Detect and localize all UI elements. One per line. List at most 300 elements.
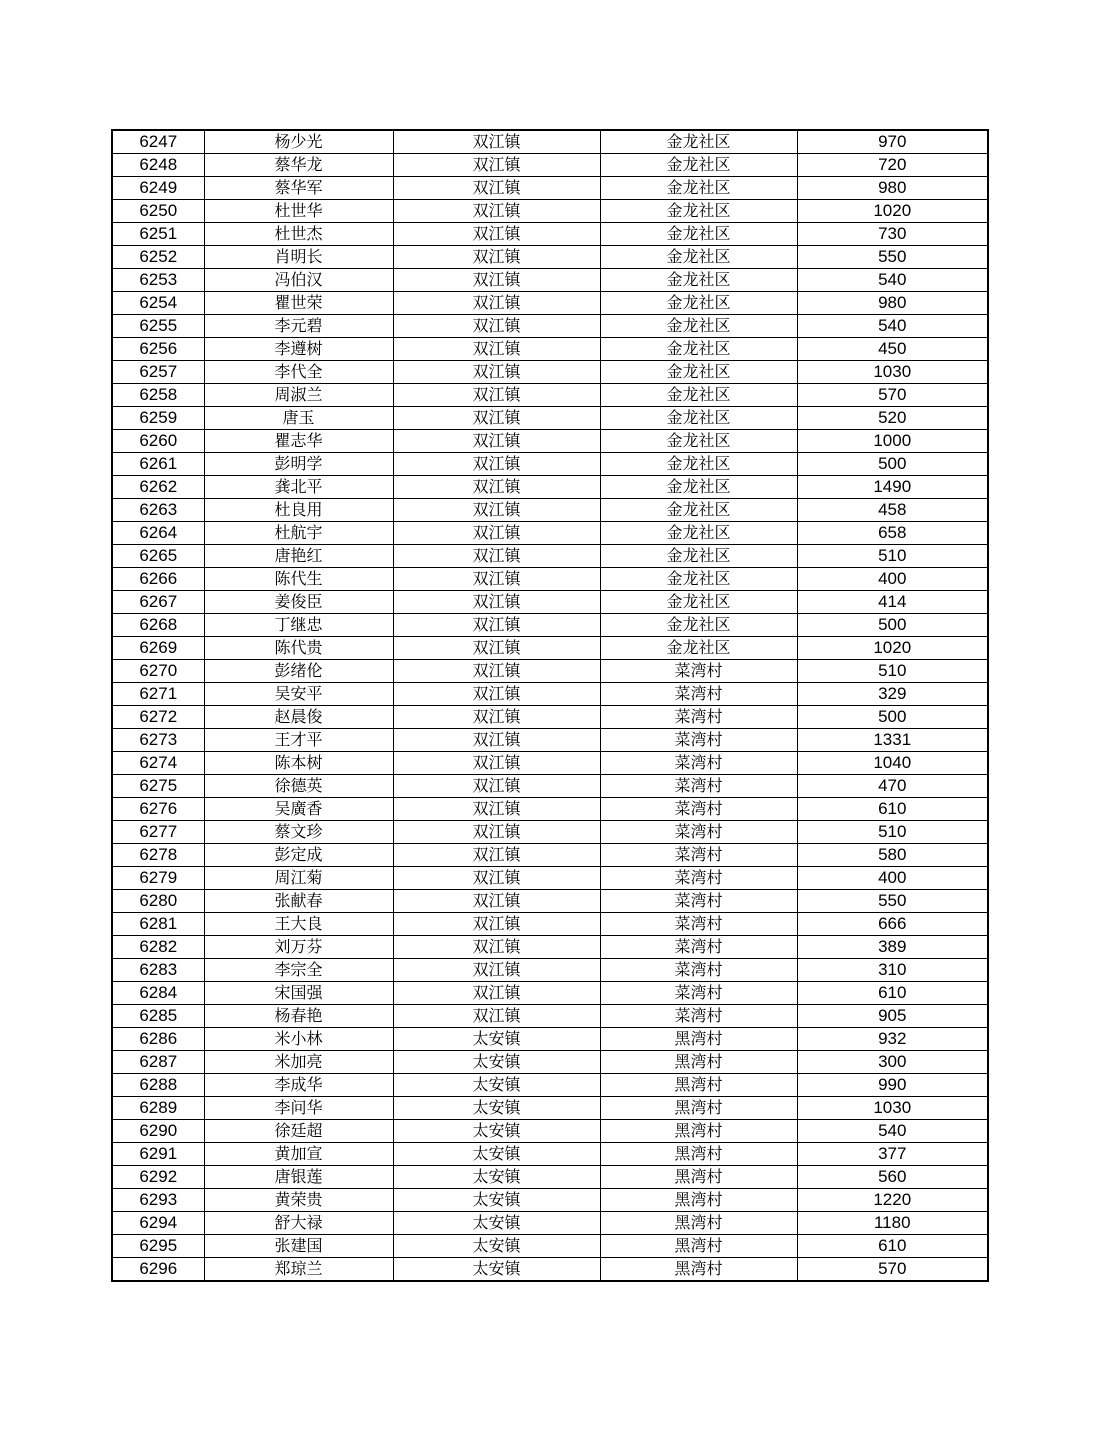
table-row [112, 1051, 988, 1074]
table-row [112, 499, 988, 522]
cell-amount: 500 [797, 453, 988, 476]
cell-amount: 970 [797, 130, 988, 154]
cell-amount: 1000 [797, 430, 988, 453]
cell-village: 金龙社区 [600, 246, 797, 269]
cell-id: 6250 [112, 200, 204, 223]
cell-village: 黑湾村 [600, 1235, 797, 1258]
cell-id: 6264 [112, 522, 204, 545]
cell-village: 菜湾村 [600, 821, 797, 844]
cell-name: 蔡文珍 [204, 821, 393, 844]
cell-town: 双江镇 [393, 568, 600, 591]
cell-id: 6271 [112, 683, 204, 706]
cell-village: 金龙社区 [600, 430, 797, 453]
cell-amount: 510 [797, 821, 988, 844]
cell-village: 金龙社区 [600, 407, 797, 430]
cell-village: 菜湾村 [600, 798, 797, 821]
table-row [112, 637, 988, 660]
cell-village: 菜湾村 [600, 752, 797, 775]
cell-village: 菜湾村 [600, 913, 797, 936]
table-row [112, 1097, 988, 1120]
cell-name: 陈本树 [204, 752, 393, 775]
cell-village: 菜湾村 [600, 982, 797, 1005]
cell-id: 6257 [112, 361, 204, 384]
cell-town: 双江镇 [393, 499, 600, 522]
cell-town: 双江镇 [393, 545, 600, 568]
cell-town: 双江镇 [393, 453, 600, 476]
cell-amount: 300 [797, 1051, 988, 1074]
cell-town: 双江镇 [393, 154, 600, 177]
cell-amount: 570 [797, 384, 988, 407]
cell-village: 黑湾村 [600, 1074, 797, 1097]
table-row [112, 130, 988, 154]
table-row [112, 269, 988, 292]
cell-id: 6285 [112, 1005, 204, 1028]
cell-name: 郑琼兰 [204, 1258, 393, 1282]
cell-village: 金龙社区 [600, 499, 797, 522]
cell-village: 黑湾村 [600, 1212, 797, 1235]
cell-village: 金龙社区 [600, 568, 797, 591]
cell-id: 6279 [112, 867, 204, 890]
cell-amount: 500 [797, 706, 988, 729]
cell-town: 太安镇 [393, 1212, 600, 1235]
cell-amount: 550 [797, 890, 988, 913]
cell-town: 双江镇 [393, 384, 600, 407]
table-body [112, 130, 988, 1281]
cell-name: 杨春艳 [204, 1005, 393, 1028]
cell-town: 双江镇 [393, 177, 600, 200]
cell-name: 唐银莲 [204, 1166, 393, 1189]
cell-amount: 540 [797, 315, 988, 338]
table-row [112, 1143, 988, 1166]
cell-id: 6280 [112, 890, 204, 913]
cell-name: 冯伯汉 [204, 269, 393, 292]
cell-id: 6296 [112, 1258, 204, 1282]
table-row [112, 315, 988, 338]
cell-name: 宋国强 [204, 982, 393, 1005]
table-row [112, 729, 988, 752]
cell-amount: 540 [797, 269, 988, 292]
cell-town: 双江镇 [393, 982, 600, 1005]
cell-name: 龚北平 [204, 476, 393, 499]
cell-amount: 1020 [797, 637, 988, 660]
table-row [112, 154, 988, 177]
cell-amount: 720 [797, 154, 988, 177]
cell-id: 6273 [112, 729, 204, 752]
cell-name: 赵晨俊 [204, 706, 393, 729]
cell-village: 金龙社区 [600, 522, 797, 545]
cell-name: 黄荣贵 [204, 1189, 393, 1212]
cell-id: 6270 [112, 660, 204, 683]
cell-amount: 414 [797, 591, 988, 614]
cell-town: 太安镇 [393, 1051, 600, 1074]
table-row [112, 890, 988, 913]
cell-town: 太安镇 [393, 1028, 600, 1051]
cell-village: 金龙社区 [600, 614, 797, 637]
cell-amount: 510 [797, 660, 988, 683]
cell-town: 双江镇 [393, 223, 600, 246]
cell-id: 6283 [112, 959, 204, 982]
cell-name: 米小林 [204, 1028, 393, 1051]
cell-name: 陈代贵 [204, 637, 393, 660]
cell-town: 双江镇 [393, 614, 600, 637]
table-row [112, 982, 988, 1005]
cell-id: 6294 [112, 1212, 204, 1235]
cell-amount: 1030 [797, 1097, 988, 1120]
cell-town: 双江镇 [393, 844, 600, 867]
cell-amount: 510 [797, 545, 988, 568]
cell-name: 王大良 [204, 913, 393, 936]
cell-name: 杜世华 [204, 200, 393, 223]
table-row [112, 821, 988, 844]
cell-village: 金龙社区 [600, 223, 797, 246]
table-row [112, 223, 988, 246]
cell-name: 李元碧 [204, 315, 393, 338]
cell-town: 双江镇 [393, 522, 600, 545]
cell-village: 金龙社区 [600, 591, 797, 614]
table-row [112, 1258, 988, 1282]
cell-village: 金龙社区 [600, 338, 797, 361]
table-row [112, 660, 988, 683]
cell-village: 金龙社区 [600, 384, 797, 407]
cell-village: 金龙社区 [600, 637, 797, 660]
cell-name: 周淑兰 [204, 384, 393, 407]
cell-name: 唐玉 [204, 407, 393, 430]
table-row [112, 1074, 988, 1097]
table-row [112, 522, 988, 545]
cell-id: 6275 [112, 775, 204, 798]
cell-id: 6255 [112, 315, 204, 338]
cell-town: 太安镇 [393, 1235, 600, 1258]
cell-village: 金龙社区 [600, 453, 797, 476]
cell-village: 黑湾村 [600, 1051, 797, 1074]
cell-village: 菜湾村 [600, 683, 797, 706]
cell-id: 6295 [112, 1235, 204, 1258]
cell-name: 蔡华军 [204, 177, 393, 200]
cell-name: 陈代生 [204, 568, 393, 591]
cell-town: 双江镇 [393, 752, 600, 775]
cell-id: 6289 [112, 1097, 204, 1120]
cell-village: 金龙社区 [600, 200, 797, 223]
cell-name: 王才平 [204, 729, 393, 752]
table-row [112, 177, 988, 200]
cell-town: 双江镇 [393, 200, 600, 223]
table-row [112, 1166, 988, 1189]
cell-village: 黑湾村 [600, 1028, 797, 1051]
cell-town: 双江镇 [393, 913, 600, 936]
cell-name: 张献春 [204, 890, 393, 913]
cell-amount: 666 [797, 913, 988, 936]
cell-amount: 389 [797, 936, 988, 959]
cell-id: 6251 [112, 223, 204, 246]
cell-id: 6260 [112, 430, 204, 453]
cell-id: 6276 [112, 798, 204, 821]
cell-village: 金龙社区 [600, 130, 797, 154]
table-row [112, 407, 988, 430]
cell-name: 姜俊臣 [204, 591, 393, 614]
cell-village: 菜湾村 [600, 890, 797, 913]
cell-name: 丁继忠 [204, 614, 393, 637]
table-row [112, 384, 988, 407]
cell-id: 6249 [112, 177, 204, 200]
cell-village: 金龙社区 [600, 154, 797, 177]
table-row [112, 614, 988, 637]
cell-id: 6248 [112, 154, 204, 177]
cell-village: 菜湾村 [600, 1005, 797, 1028]
cell-village: 菜湾村 [600, 729, 797, 752]
cell-name: 彭明学 [204, 453, 393, 476]
cell-village: 黑湾村 [600, 1189, 797, 1212]
cell-name: 张建国 [204, 1235, 393, 1258]
cell-id: 6278 [112, 844, 204, 867]
cell-amount: 658 [797, 522, 988, 545]
cell-name: 徐德英 [204, 775, 393, 798]
cell-id: 6254 [112, 292, 204, 315]
cell-amount: 550 [797, 246, 988, 269]
cell-town: 双江镇 [393, 936, 600, 959]
cell-town: 双江镇 [393, 591, 600, 614]
cell-id: 6268 [112, 614, 204, 637]
cell-name: 杜良用 [204, 499, 393, 522]
cell-id: 6272 [112, 706, 204, 729]
cell-town: 双江镇 [393, 246, 600, 269]
cell-name: 李代全 [204, 361, 393, 384]
cell-town: 双江镇 [393, 315, 600, 338]
cell-town: 双江镇 [393, 1005, 600, 1028]
cell-amount: 610 [797, 798, 988, 821]
cell-id: 6269 [112, 637, 204, 660]
table-row [112, 246, 988, 269]
cell-village: 菜湾村 [600, 775, 797, 798]
cell-amount: 1220 [797, 1189, 988, 1212]
cell-amount: 990 [797, 1074, 988, 1097]
cell-name: 李遵树 [204, 338, 393, 361]
cell-id: 6290 [112, 1120, 204, 1143]
cell-id: 6277 [112, 821, 204, 844]
table-row [112, 338, 988, 361]
cell-village: 金龙社区 [600, 315, 797, 338]
cell-village: 金龙社区 [600, 292, 797, 315]
cell-village: 金龙社区 [600, 476, 797, 499]
cell-amount: 1020 [797, 200, 988, 223]
cell-id: 6266 [112, 568, 204, 591]
cell-town: 太安镇 [393, 1120, 600, 1143]
cell-amount: 560 [797, 1166, 988, 1189]
cell-name: 舒大禄 [204, 1212, 393, 1235]
table-row [112, 591, 988, 614]
cell-name: 彭定成 [204, 844, 393, 867]
table-row [112, 1189, 988, 1212]
cell-amount: 470 [797, 775, 988, 798]
table-row [112, 959, 988, 982]
cell-id: 6252 [112, 246, 204, 269]
cell-id: 6291 [112, 1143, 204, 1166]
cell-town: 双江镇 [393, 867, 600, 890]
table-row [112, 913, 988, 936]
cell-name: 李宗全 [204, 959, 393, 982]
cell-village: 金龙社区 [600, 361, 797, 384]
cell-name: 杜航宇 [204, 522, 393, 545]
cell-village: 菜湾村 [600, 706, 797, 729]
table-row [112, 545, 988, 568]
cell-town: 太安镇 [393, 1166, 600, 1189]
cell-town: 双江镇 [393, 660, 600, 683]
cell-village: 金龙社区 [600, 545, 797, 568]
cell-name: 吴安平 [204, 683, 393, 706]
cell-id: 6253 [112, 269, 204, 292]
cell-id: 6287 [112, 1051, 204, 1074]
table-row [112, 683, 988, 706]
cell-name: 杜世杰 [204, 223, 393, 246]
cell-town: 双江镇 [393, 430, 600, 453]
cell-name: 黄加宣 [204, 1143, 393, 1166]
cell-amount: 520 [797, 407, 988, 430]
cell-town: 双江镇 [393, 683, 600, 706]
cell-amount: 450 [797, 338, 988, 361]
cell-town: 双江镇 [393, 706, 600, 729]
cell-town: 双江镇 [393, 959, 600, 982]
table-row [112, 1005, 988, 1028]
table-row [112, 430, 988, 453]
table-row [112, 1235, 988, 1258]
table-row [112, 476, 988, 499]
cell-id: 6247 [112, 130, 204, 154]
cell-village: 菜湾村 [600, 660, 797, 683]
table-row [112, 844, 988, 867]
cell-amount: 540 [797, 1120, 988, 1143]
cell-amount: 1040 [797, 752, 988, 775]
cell-amount: 570 [797, 1258, 988, 1282]
cell-amount: 1030 [797, 361, 988, 384]
cell-town: 太安镇 [393, 1189, 600, 1212]
cell-village: 菜湾村 [600, 959, 797, 982]
cell-town: 双江镇 [393, 637, 600, 660]
cell-town: 双江镇 [393, 821, 600, 844]
cell-town: 双江镇 [393, 407, 600, 430]
cell-name: 吴廣香 [204, 798, 393, 821]
cell-village: 金龙社区 [600, 269, 797, 292]
cell-amount: 329 [797, 683, 988, 706]
cell-name: 瞿志华 [204, 430, 393, 453]
table-row [112, 361, 988, 384]
cell-village: 金龙社区 [600, 177, 797, 200]
table-row [112, 453, 988, 476]
cell-town: 太安镇 [393, 1097, 600, 1120]
cell-amount: 610 [797, 982, 988, 1005]
cell-amount: 400 [797, 867, 988, 890]
cell-id: 6284 [112, 982, 204, 1005]
table-row [112, 1120, 988, 1143]
cell-town: 双江镇 [393, 798, 600, 821]
cell-town: 双江镇 [393, 292, 600, 315]
cell-id: 6274 [112, 752, 204, 775]
cell-town: 双江镇 [393, 130, 600, 154]
cell-amount: 377 [797, 1143, 988, 1166]
cell-name: 米加亮 [204, 1051, 393, 1074]
cell-town: 双江镇 [393, 361, 600, 384]
cell-amount: 1490 [797, 476, 988, 499]
cell-amount: 980 [797, 292, 988, 315]
table-row [112, 1028, 988, 1051]
table-row [112, 775, 988, 798]
cell-town: 双江镇 [393, 729, 600, 752]
cell-amount: 980 [797, 177, 988, 200]
cell-amount: 610 [797, 1235, 988, 1258]
table-row [112, 200, 988, 223]
cell-town: 太安镇 [393, 1074, 600, 1097]
cell-id: 6286 [112, 1028, 204, 1051]
cell-name: 唐艳红 [204, 545, 393, 568]
table-row [112, 936, 988, 959]
cell-id: 6267 [112, 591, 204, 614]
table-row [112, 568, 988, 591]
cell-name: 李问华 [204, 1097, 393, 1120]
cell-id: 6262 [112, 476, 204, 499]
table-row [112, 867, 988, 890]
cell-id: 6281 [112, 913, 204, 936]
cell-id: 6261 [112, 453, 204, 476]
cell-id: 6259 [112, 407, 204, 430]
cell-amount: 1331 [797, 729, 988, 752]
cell-town: 双江镇 [393, 775, 600, 798]
cell-amount: 905 [797, 1005, 988, 1028]
cell-name: 徐廷超 [204, 1120, 393, 1143]
cell-id: 6282 [112, 936, 204, 959]
table-row [112, 798, 988, 821]
cell-name: 蔡华龙 [204, 154, 393, 177]
cell-id: 6265 [112, 545, 204, 568]
table-row [112, 706, 988, 729]
cell-id: 6293 [112, 1189, 204, 1212]
cell-town: 双江镇 [393, 476, 600, 499]
cell-town: 双江镇 [393, 338, 600, 361]
cell-id: 6292 [112, 1166, 204, 1189]
cell-amount: 400 [797, 568, 988, 591]
cell-village: 黑湾村 [600, 1097, 797, 1120]
cell-town: 太安镇 [393, 1143, 600, 1166]
cell-village: 菜湾村 [600, 936, 797, 959]
cell-name: 肖明长 [204, 246, 393, 269]
table-row [112, 752, 988, 775]
cell-village: 菜湾村 [600, 867, 797, 890]
cell-town: 太安镇 [393, 1258, 600, 1282]
cell-town: 双江镇 [393, 269, 600, 292]
cell-id: 6256 [112, 338, 204, 361]
cell-village: 黑湾村 [600, 1143, 797, 1166]
cell-name: 杨少光 [204, 130, 393, 154]
cell-amount: 932 [797, 1028, 988, 1051]
cell-village: 黑湾村 [600, 1258, 797, 1282]
data-table [111, 129, 989, 1282]
cell-amount: 310 [797, 959, 988, 982]
cell-name: 瞿世荣 [204, 292, 393, 315]
cell-town: 双江镇 [393, 890, 600, 913]
table-row [112, 292, 988, 315]
cell-id: 6258 [112, 384, 204, 407]
cell-amount: 580 [797, 844, 988, 867]
cell-name: 周江菊 [204, 867, 393, 890]
cell-village: 黑湾村 [600, 1166, 797, 1189]
cell-id: 6263 [112, 499, 204, 522]
cell-name: 刘万芬 [204, 936, 393, 959]
cell-amount: 730 [797, 223, 988, 246]
cell-village: 黑湾村 [600, 1120, 797, 1143]
cell-name: 彭绪伦 [204, 660, 393, 683]
cell-name: 李成华 [204, 1074, 393, 1097]
cell-amount: 458 [797, 499, 988, 522]
cell-amount: 1180 [797, 1212, 988, 1235]
table-row [112, 1212, 988, 1235]
cell-id: 6288 [112, 1074, 204, 1097]
